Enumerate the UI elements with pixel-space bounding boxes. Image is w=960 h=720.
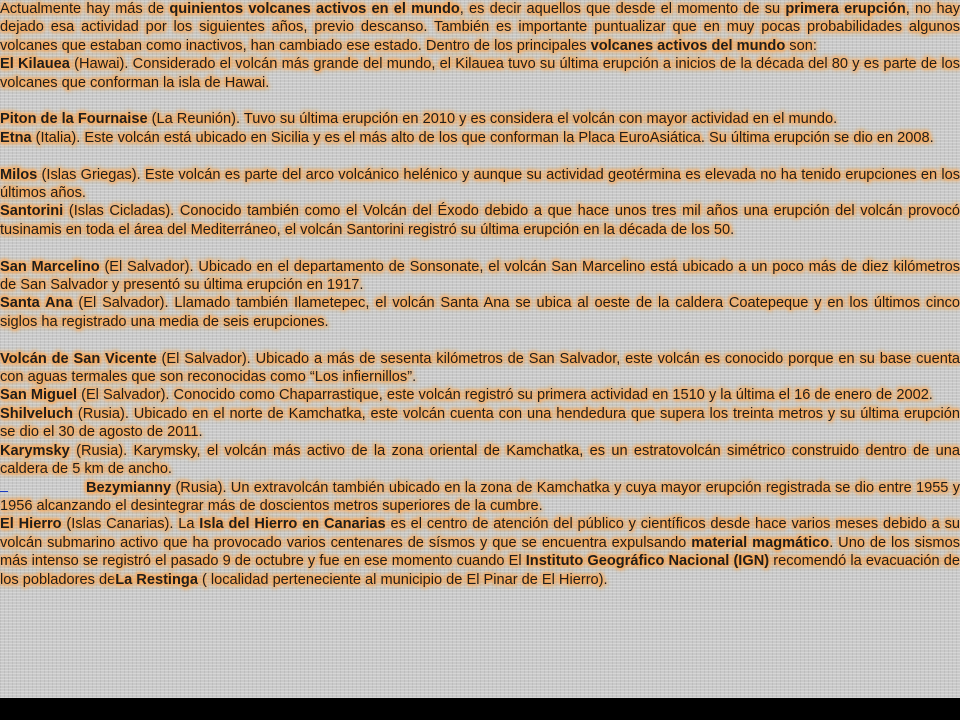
spacer [0,331,960,349]
santa-ana-paragraph [0,294,960,331]
hierro-text-3: . Uno de los sismos más intenso se registró el pasado 9 de octubre y fue en ese momento cuando El [0,534,960,570]
karymsky-text: (Rusia). Karymsky, el volcán más activo de la zona oriental de Kamchatka, es un estratovolcán simétrico construido dentro de una caldera de 5 km de ancho. [0,442,960,478]
hierro-text-2: es el centro de atención del público y científicos desde hace varios meses debido a su volcán submarino activo que ha provocado varios centenares de sísmos y que se encuentra expulsando [0,516,960,551]
hierro-name: El Hierro [0,516,62,533]
milos-name: Milos [0,166,38,183]
hierro-bold-2: material magmático [691,534,830,551]
karymsky-name: Karymsky [0,442,70,459]
hierro-text-1: (Islas Canarias). La [61,516,200,533]
san-miguel-paragraph [0,386,960,404]
bezymianny-paragraph [0,479,960,516]
hyperlink-underline[interactable] [0,479,8,492]
etna-paragraph [0,129,960,147]
kilauea-text: (Hawai). Considerado el volcán más grande del mundo, el Kilauea tuvo su última erupción a inicios de la década del 80 y es parte de los volcanes que conforman la isla de Hawai. [0,56,960,91]
hierro-paragraph [0,515,960,589]
san-miguel-name: San Miguel [0,387,78,404]
santorini-text: (Islas Cicladas). Conocido también como el Volcán del Éxodo debido a que hace unos tres mil años una erupción del volcán provocó tusinamis en toda el área del Mediterráneo, el volcán Santorini registró su última erupción en la década de los 50. [0,203,960,238]
intro-paragraph [0,0,960,55]
hierro-bold-1: Isla del Hierro en Canarias [199,516,386,533]
spacer [0,239,960,257]
san-marcelino-paragraph [0,258,960,295]
santorini-paragraph [0,202,960,239]
bezymianny-name: Bezymianny [86,479,172,496]
santa-ana-name: Santa Ana [0,295,73,312]
santa-ana-text: (El Salvador). Llamado también Ilametepec, el volcán Santa Ana se ubica al oeste de la caldera Coatepeque y en los últimos cinco siglos ha registrado una media de seis erupciones. [0,295,960,330]
san-miguel-text: (El Salvador). Conocido como Chaparrastique, este volcán registró su primera actividad en 1510 y la última el 16 de enero de 2002. [77,387,933,404]
shilveluch-name: Shilveluch [0,405,73,422]
hierro-text-5: ( localidad perteneciente al municipio de El Pinar de El Hierro). [197,571,608,588]
shilveluch-text: (Rusia). Ubicado en el norte de Kamchatka, este volcán cuenta con una hendedura que supera los treinta metros y su última erupción se dio el 30 de agosto de 2011. [0,405,960,441]
san-vicente-text: (El Salvador). Ubicado a más de sesenta kilómetros de San Salvador, este volcán es conocido porque en su base cuenta con aguas termales que son reconocidas como “Los infiernillos”. [0,350,960,386]
fournaise-paragraph [0,110,960,128]
intro-text-4: son: [785,37,817,54]
san-marcelino-text: (El Salvador). Ubicado en el departamento de Sonsonate, el volcán San Marcelino está ubicado a un poco más de diez kilómetros de San Salvador y presentó su última erupción en 1917. [0,258,960,294]
etna-name: Etna [0,129,32,146]
karymsky-paragraph [0,442,960,479]
spacer [0,147,960,165]
san-marcelino-name: San Marcelino [0,258,100,275]
san-vicente-name: Volcán de San Vicente [0,350,157,367]
san-vicente-paragraph [0,350,960,387]
intro-bold-3: volcanes activos del mundo [590,37,786,54]
milos-paragraph [0,166,960,203]
intro-text-3: , no hay dejado esa actividad por los siguientes años, previo descanso. También es importante puntualizar que en muy pocas probabilidades algunos volcanes que estaban como inactivos, han cambiado ese estado. Dentro de los principales [0,1,960,54]
etna-text: (Italia). Este volcán está ubicado en Sicilia y es el más alto de los que conforman la Placa EuroAsiática. Su última erupción se dio en 2008. [31,129,934,146]
intro-bold-2: primera erupción [785,1,906,17]
milos-text: (Islas Griegas). Este volcán es parte del arco volcánico helénico y aunque su actividad geotérmina es elevada no ha tenido erupciones en los últimos años. [0,166,960,202]
shilveluch-paragraph [0,405,960,442]
intro-bold-1: quinientos volcanes activos en el mundo [169,1,460,17]
bottom-black-bar [0,698,960,720]
hierro-text-4: recomendó la evacuación de los pobladores de [0,553,960,588]
bezymianny-text: (Rusia). Un extravolcán también ubicado en la zona de Kamchatka y cuya mayor erupción registrada se dio entre 1955 y 1956 alcanzando el desintegrar más de doscientos metros superiores de la cumbre. [0,479,960,514]
intro-text-1: Actualmente hay más de [0,1,170,17]
kilauea-name: El Kilauea [0,56,70,73]
hierro-bold-3: Instituto Geográfico Nacional (IGN) [525,553,770,570]
kilauea-paragraph [0,55,960,92]
santorini-name: Santorini [0,203,64,220]
fournaise-text: (La Reunión). Tuvo su última erupción en 2010 y es considera el volcán con mayor actividad en el mundo. [147,111,838,128]
spacer [0,92,960,110]
hierro-bold-4: La Restinga [115,571,198,588]
fournaise-name: Piton de la Fournaise [0,111,148,128]
intro-text-2: , es decir aquellos que desde el momento de su [459,1,786,17]
